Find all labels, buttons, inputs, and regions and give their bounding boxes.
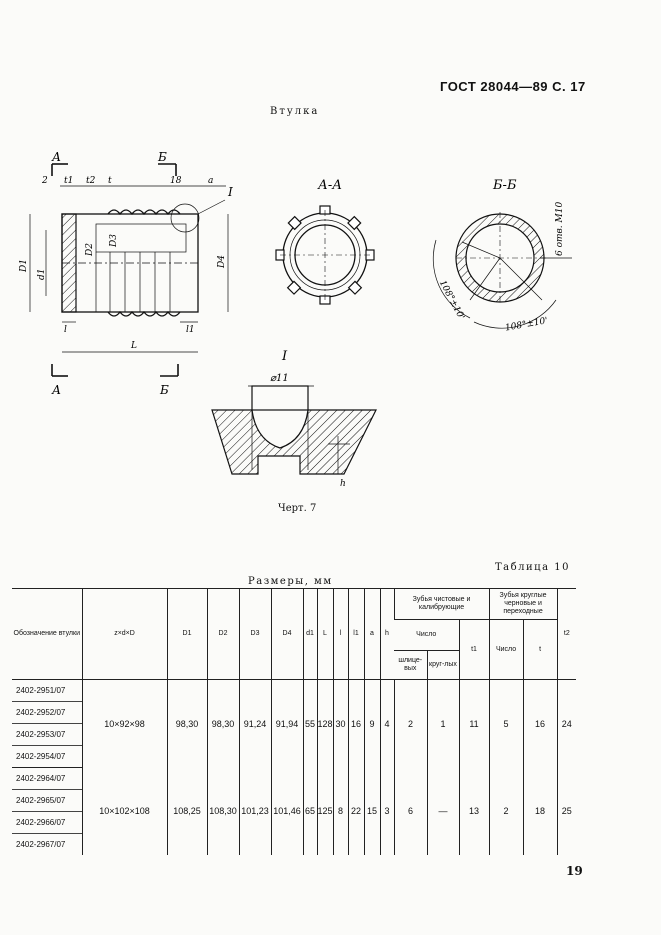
table-row	[12, 680, 576, 768]
cut-b-top: Б	[158, 150, 167, 164]
cell-l1: 16	[348, 680, 364, 768]
cell-zdD: 10×102×108	[82, 768, 167, 856]
cell-D2: 108,30	[207, 768, 239, 856]
cell-zdD: 10×92×98	[82, 680, 167, 768]
angle-left: 108°±10'	[436, 278, 466, 322]
col-a: a	[364, 589, 380, 680]
col-D4: D4	[271, 589, 303, 680]
col-L: L	[317, 589, 333, 680]
table-row	[12, 768, 576, 856]
dim-a: a	[208, 176, 214, 186]
cell-t: 18	[523, 768, 557, 856]
drawing-caption: Черт. 7	[278, 503, 317, 514]
cell-t: 16	[523, 680, 557, 768]
designation-cell: 2402-2952/07	[12, 701, 82, 723]
col-count: Число	[394, 620, 459, 651]
col-zdD: z×d×D	[82, 589, 167, 680]
cell-d1: 55	[303, 680, 317, 768]
designation-cell: 2402-2954/07	[12, 745, 82, 767]
cell-d1: 65	[303, 768, 317, 856]
cell-D2: 98,30	[207, 680, 239, 768]
designation-cell: 2402-2951/07	[16, 686, 66, 695]
dim-D3: D3	[109, 234, 119, 247]
detail-title: I	[282, 349, 288, 364]
dim-D4: D4	[217, 255, 227, 268]
drawing-title: Втулка	[270, 106, 320, 117]
col-t: t	[523, 620, 557, 680]
cell-t1: 13	[459, 768, 489, 856]
dim-l: l	[64, 325, 67, 335]
cell-spline: 2	[394, 680, 427, 768]
dim-D1: D1	[19, 259, 29, 272]
detail-callout-main: I	[228, 185, 233, 199]
col-h: h	[380, 589, 394, 680]
table-label: Таблица 10	[495, 562, 570, 573]
col-group-finishing: Зубья чистовые и калибрующие	[394, 589, 489, 620]
section-bb-label: Б-Б	[493, 178, 517, 193]
dim-l1: l1	[186, 325, 195, 335]
cell-D4: 101,46	[271, 768, 303, 856]
cell-L: 125	[317, 768, 333, 856]
cell-round: —	[427, 768, 459, 856]
col-D3: D3	[239, 589, 271, 680]
designation-cell: 2402-2964/07	[16, 774, 66, 783]
col-D1: D1	[167, 589, 207, 680]
holes-note: 6 отв. M10	[555, 201, 565, 256]
page-number: 19	[566, 864, 583, 878]
cell-count-rough: 2	[489, 768, 523, 856]
col-group-rough: Зубья круглые черновые и переходные	[489, 589, 557, 620]
cell-t2: 24	[557, 680, 576, 768]
dim-t2: t2	[86, 176, 96, 186]
col-l: l	[333, 589, 348, 680]
cell-h: 3	[380, 768, 394, 856]
dim-d1: d1	[37, 268, 47, 280]
col-t2: t2	[557, 589, 576, 680]
table-size-caption: Размеры, мм	[248, 576, 333, 587]
cell-a: 9	[364, 680, 380, 768]
cell-D1: 98,30	[167, 680, 207, 768]
cell-count-rough: 5	[489, 680, 523, 768]
cut-a-top: А	[52, 150, 62, 164]
cell-h: 4	[380, 680, 394, 768]
col-d1: d1	[303, 589, 317, 680]
col-designation: Обозначение втулки	[12, 589, 82, 680]
designation-cell: 2402-2967/07	[12, 833, 82, 855]
dim-t1: t1	[64, 176, 74, 186]
cell-D1: 108,25	[167, 768, 207, 856]
cell-D3: 91,24	[239, 680, 271, 768]
cell-l: 30	[333, 680, 348, 768]
cell-l: 8	[333, 768, 348, 856]
detail-i-view	[212, 386, 376, 474]
section-aa-view	[276, 206, 374, 304]
designation-cell: 2402-2965/07	[12, 789, 82, 811]
cell-spline: 6	[394, 768, 427, 856]
cell-L: 128	[317, 680, 333, 768]
col-D2: D2	[207, 589, 239, 680]
col-count-rough: Число	[489, 620, 523, 680]
col-round: круг-лых	[427, 651, 459, 680]
document-header: ГОСТ 28044—89 С. 17	[440, 79, 586, 94]
cell-t1: 11	[459, 680, 489, 768]
dim-t: t	[108, 176, 112, 186]
dim-h: h	[340, 479, 346, 489]
cell-t2: 25	[557, 768, 576, 856]
dim-18: 18	[170, 176, 182, 186]
cut-a-bottom: А	[52, 383, 62, 397]
cell-l1: 22	[348, 768, 364, 856]
designation-cell: 2402-2966/07	[12, 811, 82, 833]
bushing-side-view	[30, 164, 228, 376]
cell-D3: 101,23	[239, 768, 271, 856]
angle-right: 108°±10'	[504, 316, 549, 334]
cut-b-bottom: Б	[160, 383, 169, 397]
dim-D2: D2	[85, 243, 95, 256]
dim-2: 2	[42, 176, 48, 186]
cell-a: 15	[364, 768, 380, 856]
section-aa-label: А-А	[318, 178, 343, 193]
spec-table	[12, 588, 576, 855]
detail-diameter: ⌀11	[270, 373, 289, 384]
cell-D4: 91,94	[271, 680, 303, 768]
designation-cell: 2402-2953/07	[12, 723, 82, 745]
dim-L: L	[131, 341, 137, 351]
col-l1: l1	[348, 589, 364, 680]
cell-round: 1	[427, 680, 459, 768]
col-t1: t1	[459, 620, 489, 680]
col-spline: шлице-вых	[394, 651, 427, 680]
